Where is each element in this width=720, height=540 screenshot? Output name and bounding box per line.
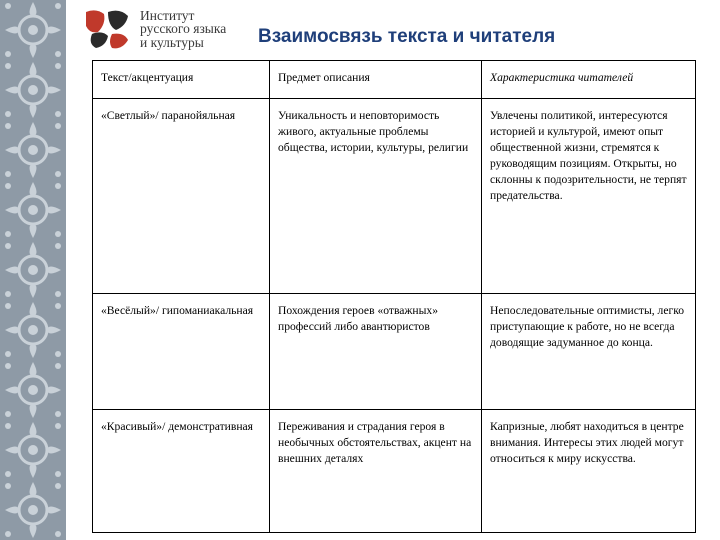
institute-logo <box>82 4 252 54</box>
table-cell: Увлечены политикой, интересуются историей и культурой, имеют опыт общественной жизни, стремятся к руководящим позициям. Открыты, но склонны к подозрительности, не терпят предательства. <box>482 99 696 294</box>
logo-text <box>140 9 226 50</box>
table-cell: Переживания и страдания героя в необычных обстоятельствах, акцент на внешних деталях <box>270 410 482 533</box>
logo-line-1: Институт <box>140 7 195 23</box>
text-reader-table <box>92 60 696 533</box>
logo-line-2: русского языка <box>140 21 227 37</box>
table-cell: Капризные, любят находиться в центре внимания. Интересы этих людей могут относиться к миру искусства. <box>482 410 696 533</box>
header-subject: Предмет описания <box>270 61 482 99</box>
table-cell: «Красивый»/ демонстративная <box>93 410 270 533</box>
table-cell: «Светлый»/ паранойяльная <box>93 99 270 294</box>
table-cell: Похождения героев «отважных» профессий либо авантюристов <box>270 294 482 410</box>
table-cell: Уникальность и неповторимость живого, актуальные проблемы общества, истории, культуры, религии <box>270 99 482 294</box>
table-row <box>93 294 696 410</box>
header-reader-characteristics: Характеристика читателей <box>482 61 696 99</box>
ornament-pattern <box>0 0 66 540</box>
decorative-side-band <box>0 0 66 540</box>
header-text-accentuation: Текст/акцентуация <box>93 61 270 99</box>
page-title: Взаимосвязь текста и читателя <box>258 26 556 47</box>
table-header-row <box>93 61 696 99</box>
table-cell: Непоследовательные оптимисты, легко приступающие к работе, но не всегда доводящие задуманное до конца. <box>482 294 696 410</box>
logo-emblem-icon <box>82 4 132 54</box>
logo-line-3: и культуры <box>140 34 204 50</box>
table-cell: «Весёлый»/ гипоманиакальная <box>93 294 270 410</box>
table-row <box>93 99 696 294</box>
table-row <box>93 410 696 533</box>
